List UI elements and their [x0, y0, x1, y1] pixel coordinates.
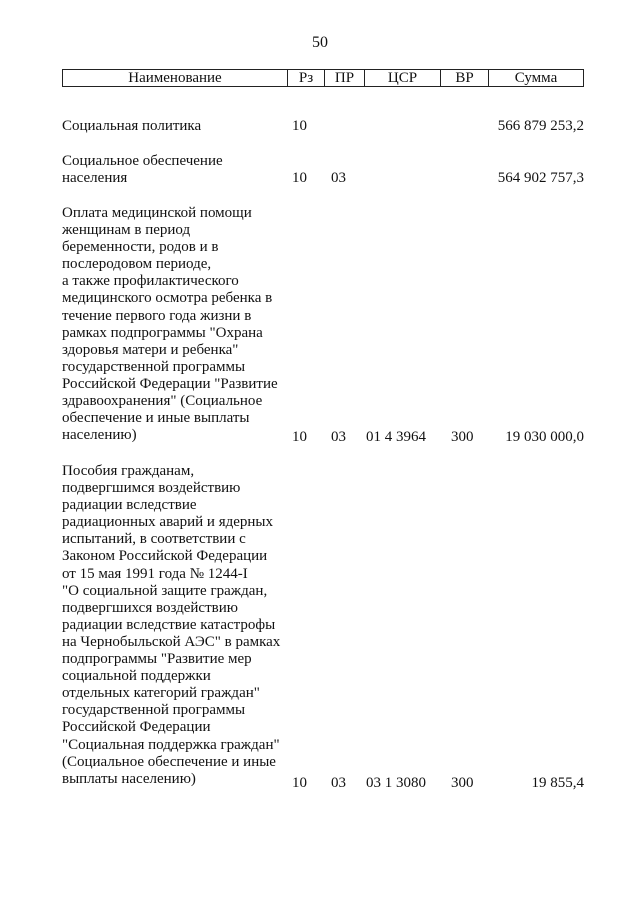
- row-rz: 10: [292, 170, 307, 186]
- row-pr: 03: [331, 429, 346, 445]
- page-number: 50: [312, 34, 328, 51]
- row-sum: 566 879 253,2: [497, 118, 584, 134]
- row-pr: 03: [331, 775, 346, 791]
- row-name: Социальное обеспечение населения: [62, 153, 223, 187]
- row-pr: 03: [331, 170, 346, 186]
- header-pr: ПР: [325, 70, 365, 86]
- header-vr: ВР: [441, 70, 489, 86]
- row-sum: 19 855,4: [531, 775, 584, 791]
- header-csr: ЦСР: [365, 70, 441, 86]
- row-rz: 10: [292, 118, 307, 134]
- row-name: Оплата медицинской помощи женщинам в период беременности, родов и в послеродовом периоде, а также профилактического медицинского осмотра ребенка в течение первого года жизни в рамках подпрограммы "Охрана здоровья матери и ребенка" государственной программы Российской Федерации "Развитие здравоохранения" (Социальное обеспечение и иные выплаты населению): [62, 205, 278, 444]
- row-rz: 10: [292, 429, 307, 445]
- row-csr: 01 4 3964: [366, 429, 426, 445]
- row-vr: 300: [451, 775, 474, 791]
- row-sum: 19 030 000,0: [505, 429, 584, 445]
- row-csr: 03 1 3080: [366, 775, 426, 791]
- row-vr: 300: [451, 429, 474, 445]
- row-name: Социальная политика: [62, 118, 202, 134]
- table-header: [62, 69, 584, 87]
- header-rz: Рз: [288, 70, 325, 86]
- row-sum: 564 902 757,3: [497, 170, 584, 186]
- header-sum: Сумма: [514, 70, 558, 86]
- row-name: Пособия гражданам, подвергшимся воздействию радиации вследствие радиационных аварий и ядерных испытаний, в соответствии с Законом Российской Федерации от 15 мая 1991 года № 1244-I "О социальной защите граждан, подвергшихся воздействию радиации вследствие катастрофы на Чернобыльской АЭС" в рамках подпрограммы "Развитие мер социальной поддержки отдельных категорий граждан" государственной программы Российской Федерации "Социальная поддержка граждан" (Социальное обеспечение и иные выплаты населению): [62, 463, 281, 787]
- row-rz: 10: [292, 775, 307, 791]
- header-name: Наименование: [63, 70, 288, 86]
